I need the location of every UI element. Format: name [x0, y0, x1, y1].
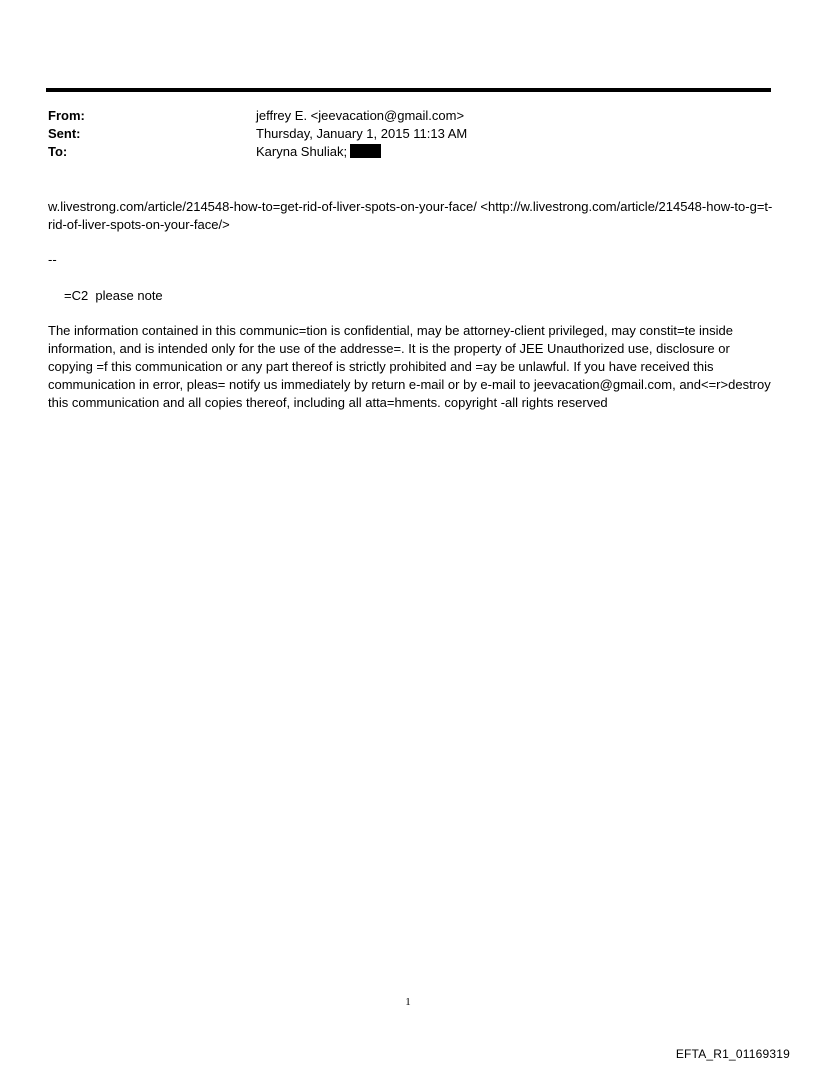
redaction-box — [350, 144, 381, 158]
please-note-line: =C2 please note — [64, 288, 163, 303]
from-row — [48, 107, 768, 125]
to-value-container — [256, 143, 768, 161]
signature-separator: -- — [48, 252, 57, 267]
from-label: From: — [48, 108, 85, 123]
header-divider — [46, 88, 771, 92]
confidentiality-disclaimer: The information contained in this communic=tion is confidential, may be attorney-client privileged, may constit=te inside information, and is intended only for the use of the addresse=. It is the property of JEE Unauthorized use, disclosure or copying =f this communication or any part thereof is strictly prohibited and =ay be unlawful. If you have received this communication in error, pleas= notify us immediately by return e-mail or by e-mail to jeevacation@gmail.com, and<=r>destroy this communication and all copies thereof, including all atta=hments. copyright -all rights reserved — [48, 323, 771, 410]
to-row — [48, 143, 768, 161]
sent-row — [48, 125, 768, 143]
sent-value: Thursday, January 1, 2015 11:13 AM — [256, 126, 468, 141]
article-link: w.livestrong.com/article/214548-how-to=get-rid-of-liver-spots-on-your-face/ <http://w.livestrong.com/article/214548-how-to-g=t-rid-of-liver-spots-on-your-face/> — [48, 199, 773, 232]
to-value: Karyna Shuliak; — [256, 144, 348, 159]
page-number: 1 — [405, 996, 411, 1008]
to-label: To: — [48, 144, 68, 159]
from-value: jeffrey E. <jeevacation@gmail.com> — [256, 108, 465, 123]
sent-label: Sent: — [48, 126, 81, 141]
email-header — [48, 107, 768, 161]
document-id: EFTA_R1_01169319 — [675, 1047, 790, 1061]
